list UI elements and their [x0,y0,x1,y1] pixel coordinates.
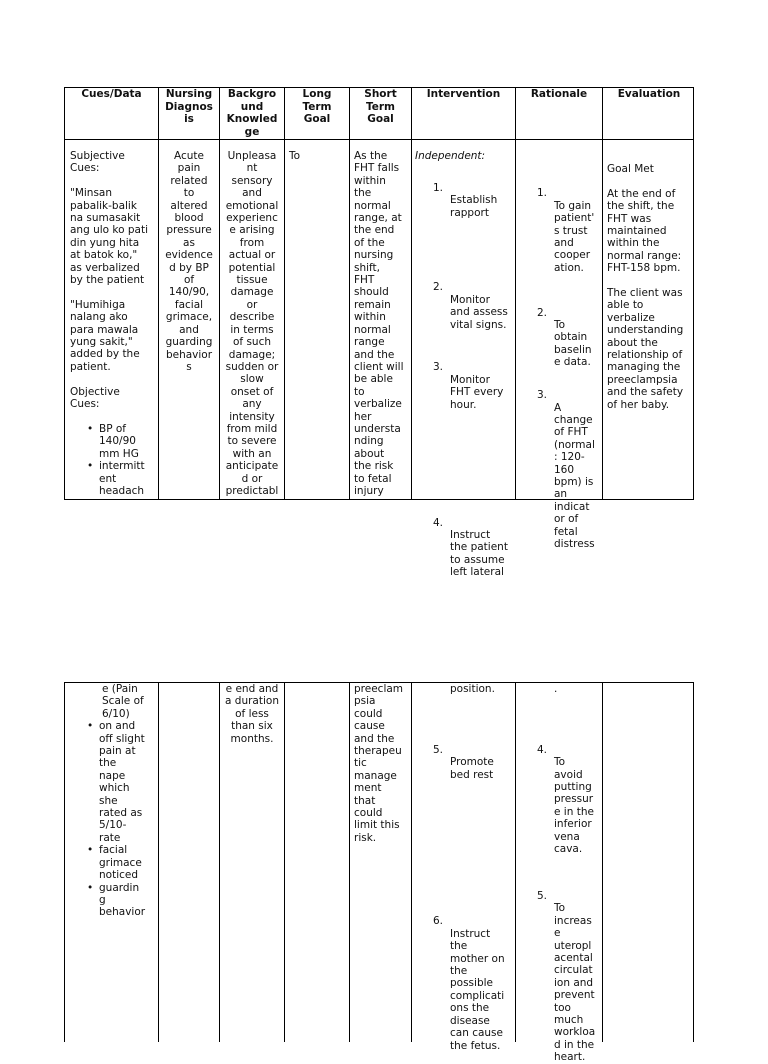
long-term-goal-text: To [289,150,301,162]
rationale-item-2: 2. To obtain baselin e data. [536,306,592,369]
subjective-label: Subjective Cues: [70,150,125,175]
intervention-cell [412,150,515,579]
header-cues: Cues/Data [81,88,142,100]
column-long-term-goal-cont [285,683,350,1042]
intervention-item-1: 1. Establish rapport [432,181,498,219]
objective-cue-item: • intermitt ent headach [65,460,156,497]
intervention-item-2: 2. Monitor and assess vital signs. [432,281,508,331]
column-evaluation-cont [603,683,695,1042]
column-diagnosis [159,88,220,499]
background-continuation: e end and a duration of less than six months. [225,683,279,745]
cues-continuation: e (Pain Scale of 6/10) [102,683,144,720]
background-cell [220,150,284,497]
header-evaluation: Evaluation [617,88,681,100]
intervention-independent-label: Independent: [415,150,486,162]
subjective-quote-1: "Minsan pabalik-balik na sumasakit ang ulo ko pati din yung hita at batok ko," as verbalized by the patient [70,187,149,287]
column-short-term-goal [350,88,412,499]
header-short-term-goal: Short Term Goal [364,88,397,125]
column-background [220,88,285,499]
care-plan-table-page2 [64,682,694,1064]
objective-cue-item: • facial grimace noticed [65,844,158,881]
column-diagnosis-cont [159,683,220,1042]
long-term-goal-cell [285,150,349,162]
column-cues [65,88,159,499]
header-intervention: Intervention [426,88,501,100]
background-text: Unpleasa nt sensory and emotional experienc e arising from actual or potential tissue damage or describe in terms of such damage; sudden or slow onset of any intensity from mild to severe with an anticipate d or predictabl [225,150,279,497]
objective-label: Objective Cues: [70,385,120,411]
column-evaluation [603,88,695,499]
rationale-item-5: 5. To increas e uteropl acental circulat ion and prevent too much workloa d in the heart. [536,889,596,1064]
intervention-item-5: 5. Promote bed rest [432,743,494,781]
background-cont-cell [220,683,284,745]
objective-cue-item: • guardin g behavior [65,882,158,919]
evaluation-status: Goal Met [607,163,654,175]
short-term-goal-continuation: preeclam psia could cause and the therapeu tic manage ment that could limit this risk. [354,683,404,844]
intervention-item-6: 6. Instruct the mother on the possible complicati ons the disease can cause the fetus. [432,915,505,1052]
intervention-continuation: position. [450,683,495,695]
care-plan-table-page1 [64,87,694,579]
column-intervention-cont [412,683,516,1052]
rationale-continuation: . [554,683,558,695]
objective-cue-item: • BP of 140/90 mm HG [65,423,156,460]
column-rationale [516,88,603,550]
column-cues-cont [65,683,159,1042]
column-rationale-cont [516,683,603,1064]
rationale-cont-cell [516,683,602,1064]
column-background-cont [220,683,285,1042]
cues-cell [65,150,158,497]
rationale-item-1: 1. To gain patient' s trust and cooper ation. [536,187,595,274]
subjective-quote-2: "Humihiga nalang ako para mawala yung sakit," added by the patient. [70,298,140,373]
header-background: Backgro und Knowled ge [226,88,278,138]
intervention-item-3: 3. Monitor FHT every hour. [432,361,504,411]
intervention-cont-cell [412,683,515,1052]
rationale-cell [516,175,602,550]
evaluation-cell [603,163,695,411]
rationale-item-3: 3. A change of FHT (normal : 120- 160 bpm) is an indicat or of fetal distress [536,389,595,550]
short-term-goal-cont-cell [350,683,411,844]
column-intervention [412,88,516,579]
rationale-item-4: 4. To avoid putting pressur e in the inferior vena cava. [536,743,594,856]
header-diagnosis: Nursing Diagnos is [165,88,213,125]
short-term-goal-cell [350,150,411,497]
evaluation-paragraph-2: The client was able to verbalize understanding about the relationship of managing the preeclampsia and the safety of her baby. [607,287,684,411]
diagnosis-cell [159,150,219,373]
intervention-item-4: 4. Instruct the patient to assume left lateral [432,516,508,579]
diagnosis-text: Acute pain related to altered blood pressure as evidence d by BP of 140/90, facial grimace, and guarding behavior s [165,150,213,373]
header-long-term-goal: Long Term Goal [302,88,332,125]
header-rationale: Rationale [530,88,588,100]
column-short-term-goal-cont [350,683,412,1042]
column-long-term-goal [285,88,350,499]
evaluation-paragraph-1: At the end of the shift, the FHT was maintained within the normal range: FHT-158 bpm. [607,187,682,275]
cues-cont-cell [65,683,158,919]
short-term-goal-text: As the FHT falls within the normal range, at the end of the nursing shift, FHT should remain within normal range and the client will be able to verbalize her understa nding about the risk to fetal injury [354,150,404,497]
objective-cue-item: • on and off slight pain at the nape which she rated as 5/10- rate [65,720,158,844]
